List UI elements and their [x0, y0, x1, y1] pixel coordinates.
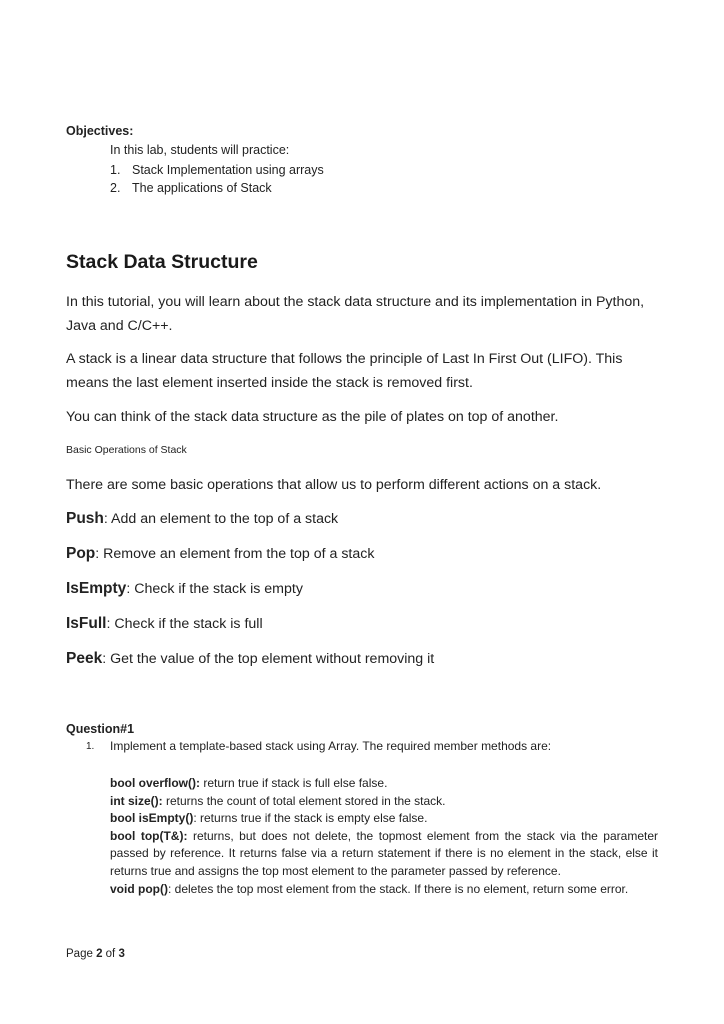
method-item: [110, 793, 658, 811]
question-item: [86, 739, 551, 753]
operation-description: : Check if the stack is empty: [126, 581, 303, 597]
objectives-intro: In this lab, students will practice:: [110, 143, 290, 157]
method-signature: bool top(T&):: [110, 828, 188, 843]
operation-description: : Add an element to the top of a stack: [103, 511, 339, 527]
method-description: : returns true if the stack is empty else false.: [193, 811, 428, 826]
method-item: [110, 810, 658, 828]
paragraph: In this tutorial, you will learn about the stack data structure and its implementation in Python, Java and C/C++.: [66, 294, 645, 334]
operation-description: : Get the value of the top element without removing it: [102, 651, 435, 667]
paragraph: There are some basic operations that allow us to perform different actions on a stack.: [66, 477, 602, 493]
method-list: [110, 775, 658, 898]
operation-name: Peek: [66, 650, 103, 667]
objectives-list: [110, 161, 324, 197]
operation-description: : Remove an element from the top of a stack: [95, 546, 375, 562]
page-total: 3: [118, 948, 125, 960]
method-signature: bool isEmpty(): [110, 811, 194, 826]
method-item: [110, 828, 658, 881]
section-title: Stack Data Structure: [66, 251, 258, 273]
method-signature: bool overflow():: [110, 776, 200, 790]
list-item: [110, 161, 324, 179]
operation-name: Pop: [66, 545, 96, 562]
operation-description: : Check if the stack is full: [106, 616, 263, 632]
page-footer: [66, 948, 125, 960]
operation-item: [66, 615, 263, 633]
method-description: returns the count of total element stored in the stack.: [162, 793, 446, 808]
operation-item: [66, 580, 303, 598]
question-heading: Question#1: [66, 722, 135, 736]
page-current: 2: [96, 948, 103, 960]
page-label: Page: [66, 948, 97, 960]
list-item-number: 2.: [110, 181, 121, 195]
subheading: Basic Operations of Stack: [66, 444, 187, 456]
operation-name: Push: [66, 510, 104, 527]
method-signature: void pop(): [110, 881, 168, 896]
operation-item: [66, 510, 338, 528]
paragraph: A stack is a linear data structure that follows the principle of Last In First Out (LIFO). This means the last element inserted inside the stack is removed first.: [66, 351, 623, 391]
list-item: [110, 179, 324, 197]
operation-name: IsEmpty: [66, 580, 127, 597]
question-item-number: 1.: [86, 741, 95, 752]
method-description: return true if stack is full else false.: [200, 776, 388, 790]
question-item-text: Implement a template-based stack using Array. The required member methods are:: [110, 739, 552, 753]
list-item-text: The applications of Stack: [132, 181, 272, 195]
objectives-heading: Objectives:: [66, 124, 134, 138]
method-item: [110, 775, 658, 793]
method-item: [110, 881, 658, 899]
operation-item: [66, 650, 434, 668]
list-item-number: 1.: [110, 163, 121, 177]
method-signature: int size():: [110, 793, 163, 808]
operation-name: IsFull: [66, 615, 107, 632]
page-separator: of: [102, 948, 119, 960]
paragraph: You can think of the stack data structure as the pile of plates on top of another.: [66, 409, 559, 425]
method-description: returns, but does not delete, the topmost element from the stack via the parameter passed by reference. It returns false via a return statement if there is no element in the stack, else it returns true and assigns the top most element to the parameter passed by reference.: [110, 828, 658, 878]
list-item-text: Stack Implementation using arrays: [132, 163, 324, 177]
operation-item: [66, 545, 374, 563]
method-description: : deletes the top most element from the stack. If there is no element, return some error.: [167, 881, 629, 896]
